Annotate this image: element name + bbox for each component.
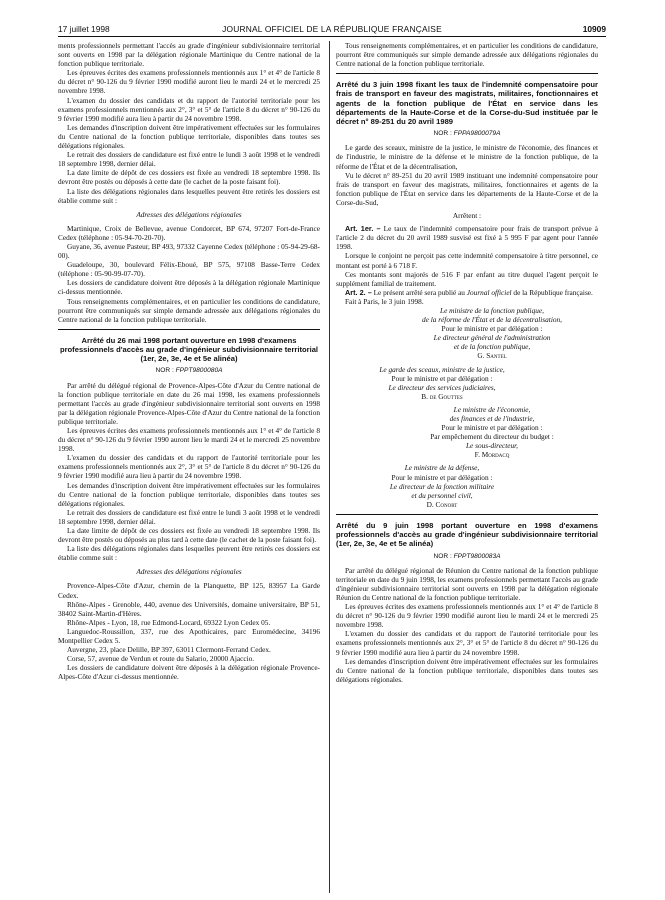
paragraph: La liste des délégations régionales dans lesquelles peuvent être retirés les dossiers est établie comme suit :: [58, 186, 320, 205]
signer-title: Le ministre de l'économie,: [453, 404, 531, 414]
delegation-line: Pour le ministre et par délégation :: [441, 423, 543, 433]
signer-title: Le garde des sceaux, ministre de la justice,: [379, 364, 505, 374]
signer-title: Le directeur des services judiciaires,: [388, 382, 496, 392]
paragraph: L'examen du dossier des candidats et du rapport de l'autorité territoriale pour les examens professionnels mentionnés aux 2°, 3° et 5° de l'article 8 du décret n° 90-126 du 9 février 1990 modifié aura lieu à partir du 24 novembre 1998.: [336, 629, 598, 657]
signer-title: des finances et de l'industrie,: [449, 414, 535, 424]
paragraph: Le retrait des dossiers de candidature est fixé entre le lundi 3 août 1998 et le vendredi 18 septembre 1998, dernier délai.: [58, 150, 320, 169]
arretent-heading: Arrêtent :: [452, 211, 482, 221]
delegation-line: Pour le ministre et par délégation :: [391, 373, 493, 383]
paragraph: La liste des délégations régionales dans lesquelles peuvent être retirés ces dossiers est établie comme suit :: [58, 544, 320, 563]
article-1: [336, 224, 598, 251]
signer-title: de la réforme de l'État et de la décentralisation,: [422, 315, 562, 325]
header-rule: [58, 36, 606, 37]
paragraph: Par arrêté du délégué régional de Réunion du Centre national de la fonction publique territoriale en date du 9 juin 1998, les examens professionnels permettant l'accès au grade d'ingénieur subdivisionnaire territorial sont ouverts en 1998 par la délégation régionale Réunion du Centre national de la fonction publique territoriale.: [336, 565, 598, 602]
column-divider: [329, 41, 330, 893]
journal-title: JOURNAL OFFICIEL DE LA RÉPUBLIQUE FRANÇAISE: [222, 24, 442, 34]
address-item: Corse, 57, avenue de Verdun et route du Salario, 20000 Ajaccio.: [67, 654, 255, 664]
paragraph: ments professionnels permettant l'accès au grade d'ingénieur subdivisionnaire territorial sont ouverts en 1998 par la délégation régionale Martinique du Centre national de la fonction publique territoriale.: [58, 41, 320, 69]
right-column: [336, 41, 598, 896]
paragraph: Les dossiers de candidature doivent être déposés à la délégation régionale Martinique ci-dessus mentionnée.: [58, 278, 320, 297]
signer-title: Le directeur général de l'administration: [433, 333, 551, 343]
section-title: Arrêté du 9 juin 1998 portant ouverture en 1998 d'examens professionnels d'accès au grade d'ingénieur subdivisionnaire territorial (1er, 2e, 3e, 4e et 5e alinéa): [336, 520, 598, 549]
signature-justice: [336, 365, 548, 401]
delegation-line: Pour le ministre et par délégation :: [441, 324, 543, 334]
nor-label: NOR :: [433, 130, 452, 138]
paragraph: L'examen du dossier des candidats et du rapport de l'autorité territoriale pour les examens professionnels mentionnés aux 2°, 3° et 5° de l'article 8 du décret n° 90-126 du 9 février 1990 modifié aura lieu à partir du 24 novembre 1998.: [58, 453, 320, 481]
address-item: Martinique, Croix de Bellevue, avenue Condorcet, BP 674, 97207 Fort-de-France Cedex (téléphone : 05-94-70-20-70).: [58, 223, 320, 242]
paragraph: Les demandes d'inscription doivent être impérativement effectuées sur les formulaires du Centre national de la fonction publique territoriale, disponibles dans toutes ses délégations régionales.: [58, 480, 320, 508]
paragraph: Les demandes d'inscription doivent être impérativement effectuées sur les formulaires du Centre national de la fonction publique territoriale, disponibles dans toutes ses délégations régionales.: [336, 656, 598, 684]
paragraph: Les épreuves écrites des examens professionnels mentionnés aux 1° et 4° de l'article 8 du décret n° 90-126 du 9 février 1990 modifié auront lieu le mardi 24 et le mercredi 25 novembre 1998.: [336, 602, 598, 630]
address-item: Rhône-Alpes - Lyon, 18, rue Edmond-Locard, 69322 Lyon Cedex 05.: [67, 617, 271, 627]
nor-code: FPPA9800079A: [453, 130, 501, 138]
article-label: Art. 2. –: [345, 287, 372, 297]
signer-title: Le directeur de la fonction militaire: [389, 481, 495, 491]
nor-reference: [336, 552, 598, 561]
article-text: Le présent arrêté sera publié au: [373, 287, 465, 297]
paragraph: Ces montants sont majorés de 516 F par enfant au titre duquel l'agent perçoit le supplément familial de traitement.: [336, 269, 598, 288]
paragraph: Tous renseignements complémentaires, et en particulier les conditions de candidature, pourront être communiqués sur simple demande adressée aux délégations régionales du Centre national de la fonction publique territoriale.: [336, 41, 598, 69]
nor-reference: [58, 366, 320, 375]
delegation-line: Par empêchement du directeur du budget :: [430, 432, 554, 442]
nor-label: NOR :: [433, 552, 452, 560]
address-item: Rhône-Alpes - Grenoble, 440, avenue des Universités, domaine universitaire, BP 51, 38402 Saint-Martin-d'Hères.: [58, 599, 320, 618]
address-item: Guadeloupe, 30, boulevard Félix-Eboué, BP 575, 97108 Basse-Terre Cedex (téléphone : 05-90-99-07-70).: [58, 260, 320, 279]
signer-title: Le ministre de la défense,: [404, 463, 480, 473]
paragraph: Tous renseignements complémentaires, et en particulier les conditions de candidature, pourront être communiqués sur simple demande adressée aux délégations régionales du Centre national de la fonction publique territoriale.: [58, 296, 320, 324]
article-text: de la République française.: [513, 287, 593, 297]
paragraph: Le garde des sceaux, ministre de la justice, le ministre de l'économie, des finances et de l'industrie, le ministre de la défense et le ministre de la fonction publique, de la réforme de l'État et de la décentralisation,: [336, 143, 598, 171]
signer-title: et du personnel civil,: [411, 490, 473, 500]
address-item: Guyane, 36, avenue Pasteur, BP 493, 97332 Cayenne Cedex (téléphone : 05-94-29-68-00).: [58, 241, 320, 261]
address-item: Languedoc-Roussillon, 337, rue des Apothicaires, parc Euromédecine, 34196 Montpellier Cedex 5.: [58, 626, 320, 646]
section-separator: [336, 73, 598, 74]
signature-fonction-publique: [386, 306, 598, 361]
signature-defense: [336, 463, 548, 508]
address-item: Provence-Alpes-Côte d'Azur, chemin de la Planquette, BP 125, 83957 La Garde Cedex.: [58, 581, 320, 600]
signer-name: F. Mordacq: [474, 450, 510, 460]
signer-title: et de la fonction publique,: [453, 342, 531, 352]
signer-title: Le ministre de la fonction publique,: [440, 305, 544, 315]
paragraph: Le retrait des dossiers de candidature est fixé entre le lundi 3 août 1998 et le vendredi 18 septembre 1998, dernier délai.: [58, 507, 320, 526]
section-separator: [58, 329, 320, 330]
fait-line: Fait à Paris, le 3 juin 1998.: [345, 296, 424, 306]
paragraph: Les dossiers de candidature doivent être déposés à la délégation régionale Provence-Alpes-Côte d'Azur ci-dessus mentionnée.: [58, 663, 320, 682]
address-item: Auvergne, 23, place Delille, BP 397, 63011 Clermont-Ferrand Cedex.: [67, 645, 271, 655]
paragraph: Les demandes d'inscription doivent être impérativement effectuées sur les formulaires du Centre national de la fonction publique territoriale, disponibles dans toutes ses délégations régionales.: [58, 122, 320, 151]
signer-name: D. Conort: [426, 499, 458, 509]
signer-title: Le sous-directeur,: [465, 441, 519, 451]
left-column: [58, 41, 320, 896]
address-heading: Adresses des délégations régionales: [136, 209, 242, 219]
signature-economie: [386, 405, 598, 460]
paragraph: Lorsque le conjoint ne perçoit pas cette indemnité compensatoire à titre personnel, ce montant est porté à 6 718 F.: [336, 251, 598, 270]
signer-name: G. Santel: [477, 351, 507, 361]
nor-reference: [336, 129, 598, 138]
paragraph: L'examen du dossier des candidats et du rapport de l'autorité territoriale pour les examens professionnels mentionnés aux 2°, 3° et 5° de l'article 8 du décret n° 90-126 du 9 février 1990 modifié aura lieu à partir du 24 novembre 1998.: [58, 95, 320, 123]
article-text: Le taux de l'indemnité compensatoire pour frais de transport prévue à l'article 2 du décret du 20 avril 1989 susvisé est fixé à 5 995 F par agent pour l'année 1998.: [336, 224, 598, 252]
page-header: [58, 23, 606, 35]
page-number: 10909: [582, 24, 606, 34]
article-label: Art. 1er. –: [345, 224, 381, 234]
paragraph: La date limite de dépôt de ces dossiers est fixée au vendredi 18 septembre 1998. Ils devront être postés ou déposés au plus tard à cette date (le cachet de la poste faisant foi).: [58, 526, 320, 545]
article-2: [336, 288, 598, 297]
signer-name: B. de Gouttes: [421, 391, 463, 401]
address-heading: Adresses des délégations régionales: [136, 567, 242, 577]
nor-code: FPPT9800083A: [453, 552, 501, 560]
section-title: Arrêté du 3 juin 1998 fixant les taux de l'indemnité compensatoire pour frais de transport en faveur des magistrats, militaires, fonctionnaires et agents de la fonction publique de l'État en service dans les départements de la Haute-Corse et de la Corse-du-Sud instituée par le décret n° 89-251 du 20 avril 1989: [336, 80, 598, 127]
paragraph: Vu le décret n° 89-251 du 20 avril 1989 instituant une indemnité compensatoire pour frais de transport en faveur des magistrats, militaires, fonctionnaires et agents de la fonction publique de l'État en service dans les départements de la Haute-Corse et de la Corse-du-Sud,: [336, 170, 598, 207]
issue-date: 17 juillet 1998: [58, 24, 110, 34]
paragraph: Par arrêté du délégué régional de Provence-Alpes-Côte d'Azur du Centre national de la fonction publique territoriale en date du 26 mai 1998, les examens professionnels permettant l'accès au grade d'ingénieur subdivisionnaire territorial sont ouverts en 1998 par la délégation régionale Provence-Alpes-Côte d'Azur du Centre national de la fonction publique territoriale.: [58, 380, 320, 426]
paragraph: Les épreuves écrites des examens professionnels mentionnés aux 1° et 4° de l'article 8 du décret n° 90-126 du 9 février 1990 modifié auront lieu le mardi 24 et le mercredi 25 novembre 1998.: [58, 68, 320, 96]
nor-label: NOR :: [155, 367, 174, 375]
nor-code: FPPT9800080A: [175, 367, 223, 375]
paragraph: Les épreuves écrites des examens professionnels mentionnés aux 1° et 4° de l'article 8 du décret n° 90-126 du 9 février 1990 auront lieu le mardi 24 et le mercredi 25 novembre 1998.: [58, 425, 320, 454]
paragraph: La date limite de dépôt de ces dossiers est fixée au vendredi 18 septembre 1998. Ils devront être postés ou déposés à cette date (le cachet de la poste faisant foi).: [58, 168, 320, 187]
article-text-italic: Journal officiel: [466, 287, 512, 297]
section-title: Arrêté du 26 mai 1998 portant ouverture en 1998 d'examens professionnels d'accès au grade d'ingénieur subdivisionnaire territorial (1er, 2e, 3e, 4e et 5e alinéa): [59, 335, 319, 364]
section-separator: [336, 514, 598, 515]
delegation-line: Pour le ministre et par délégation :: [391, 472, 493, 482]
